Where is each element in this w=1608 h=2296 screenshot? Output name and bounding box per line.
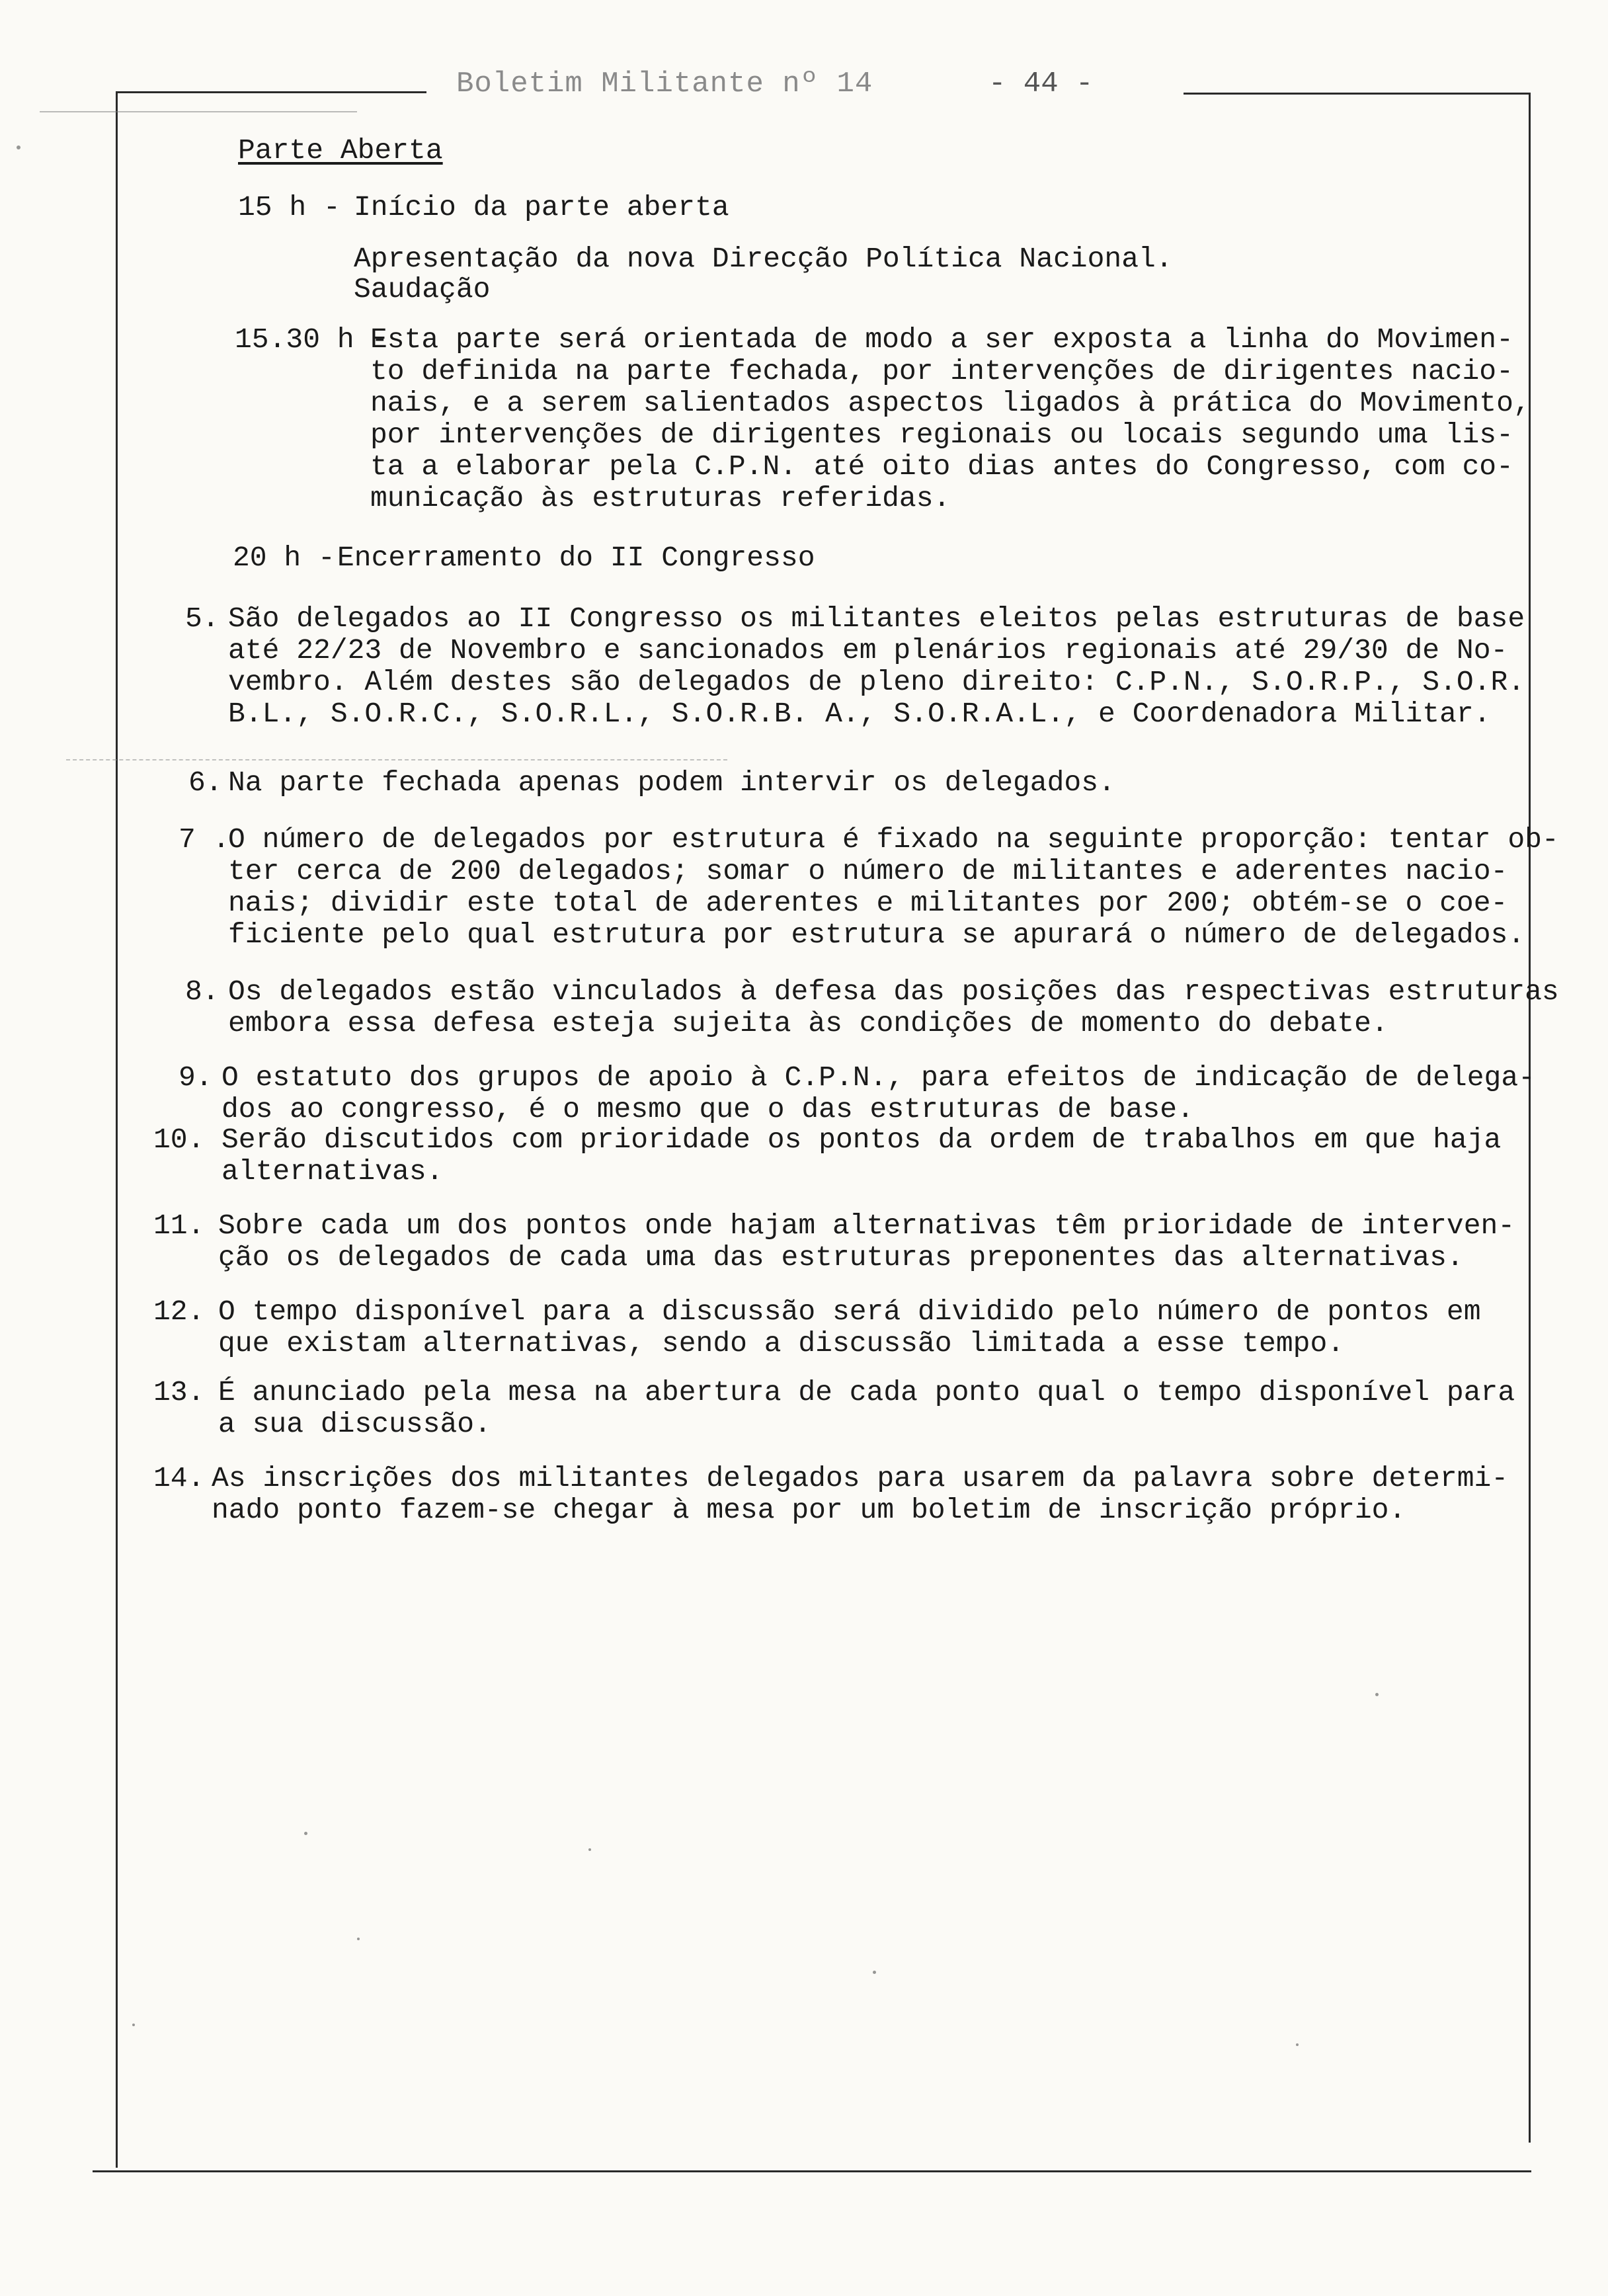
item-12-line-2: que existam alternativas, sendo a discussão limitada a esse tempo. (218, 1327, 1345, 1360)
item-9-line-1: O estatuto dos grupos de apoio à C.P.N., para efeitos de indicação de delega- (221, 1061, 1535, 1094)
item-5-line-1: São delegados ao II Congresso os militantes eleitos pelas estruturas de base (228, 602, 1525, 635)
item-number-8: 8. (185, 975, 220, 1008)
frame-top-left-rule (116, 91, 426, 93)
faint-divider (66, 759, 727, 760)
scan-speck (304, 1832, 307, 1835)
item-number-5: 5. (185, 602, 220, 635)
scan-speck (873, 1971, 876, 1974)
item-5-line-2: até 22/23 de Novembro e sancionados em plenários regionais até 29/30 de No- (228, 634, 1508, 667)
item-number-13: 13. (153, 1376, 205, 1409)
item-9-line-2: dos ao congresso, é o mesmo que o das estruturas de base. (221, 1093, 1194, 1126)
frame-left-rule (116, 91, 118, 2168)
item-14-line-1: As inscrições dos militantes delegados para usarem da palavra sobre determi- (212, 1462, 1509, 1495)
item-13-line-1: É anunciado pela mesa na abertura de cada ponto qual o tempo disponível para (218, 1376, 1515, 1409)
schedule-text-15h: Início da parte aberta (354, 191, 729, 224)
frame-top-right-rule (1184, 93, 1531, 95)
schedule-text-20h: Encerramento do II Congresso (337, 542, 815, 574)
item-number-10: 10. (153, 1124, 205, 1156)
scan-edge-rule (40, 111, 357, 112)
item-6-line-1: Na parte fechada apenas podem intervir os delegados. (228, 766, 1115, 799)
page-number: - 44 - (988, 67, 1094, 101)
item-8-line-1: Os delegados estão vinculados à defesa das posições das respectivas estruturas (228, 975, 1559, 1008)
item-number-7: 7 . (179, 823, 230, 856)
scan-speck (588, 1848, 591, 1851)
section-heading: Parte Aberta (238, 134, 443, 167)
item-7-line-2: ter cerca de 200 delegados; somar o número de militantes e aderentes nacio- (228, 855, 1508, 887)
item-11-line-1: Sobre cada um dos pontos onde hajam alternativas têm prioridade de interven- (218, 1210, 1515, 1242)
item-7-line-3: nais; dividir este total de aderentes e militantes por 200; obtém-se o coe- (228, 887, 1508, 919)
item-8-line-2: embora essa defesa esteja sujeita às condições de momento do debate. (228, 1007, 1388, 1040)
schedule-time-15h: 15 h - (238, 191, 341, 224)
item-number-9: 9. (179, 1061, 213, 1094)
item-11-line-2: ção os delegados de cada uma das estruturas preponentes das alternativas. (218, 1241, 1464, 1274)
item-number-6: 6. (188, 766, 223, 799)
schedule-sub-2: Saudação (354, 273, 491, 306)
item-13-line-2: a sua discussão. (218, 1408, 491, 1440)
item-12-line-1: O tempo disponível para a discussão será dividido pelo número de pontos em (218, 1295, 1481, 1328)
scan-speck (357, 1938, 360, 1940)
schedule-1530-line-2: to definida na parte fechada, por intervenções de dirigentes nacio- (370, 355, 1513, 388)
frame-bottom-rule (93, 2170, 1531, 2172)
item-14-line-2: nado ponto fazem-se chegar à mesa por um boletim de inscrição próprio. (212, 1494, 1406, 1526)
item-10-line-2: alternativas. (221, 1155, 444, 1188)
schedule-time-20h: 20 h - (233, 542, 335, 574)
schedule-sub-1: Apresentação da nova Direcção Política Nacional. (354, 243, 1173, 275)
scan-speck (1296, 2043, 1299, 2046)
schedule-1530-line-3: nais, e a serem salientados aspectos ligados à prática do Movimento, (370, 387, 1531, 419)
scan-speck (1375, 1693, 1379, 1696)
item-5-line-4: B.L., S.O.R.C., S.O.R.L., S.O.R.B. A., S.O.R.A.L., e Coordenadora Militar. (228, 698, 1491, 730)
scan-speck (132, 2024, 135, 2026)
item-number-14: 14. (153, 1462, 205, 1495)
scan-speck (17, 145, 20, 149)
item-number-11: 11. (153, 1210, 205, 1242)
schedule-time-1530h: 15.30 h - (235, 323, 389, 356)
item-7-line-1: O número de delegados por estrutura é fixado na seguinte proporção: tentar ob- (228, 823, 1559, 856)
item-10-line-1: Serão discutidos com prioridade os pontos da ordem de trabalhos em que haja (221, 1124, 1502, 1156)
item-number-12: 12. (153, 1295, 205, 1328)
schedule-1530-line-5: ta a elaborar pela C.P.N. até oito dias antes do Congresso, com co- (370, 450, 1513, 483)
schedule-1530-line-6: municação às estruturas referidas. (370, 482, 951, 514)
bulletin-title: Boletim Militante nº 14 (456, 67, 873, 101)
schedule-1530-line-1: Esta parte será orientada de modo a ser exposta a linha do Movimen- (370, 323, 1513, 356)
item-7-line-4: ficiente pelo qual estrutura por estrutura se apurará o número de delegados. (228, 919, 1525, 951)
schedule-1530-line-4: por intervenções de dirigentes regionais ou locais segundo uma lis- (370, 419, 1513, 451)
item-5-line-3: vembro. Além destes são delegados de pleno direito: C.P.N., S.O.R.P., S.O.R. (228, 666, 1525, 698)
